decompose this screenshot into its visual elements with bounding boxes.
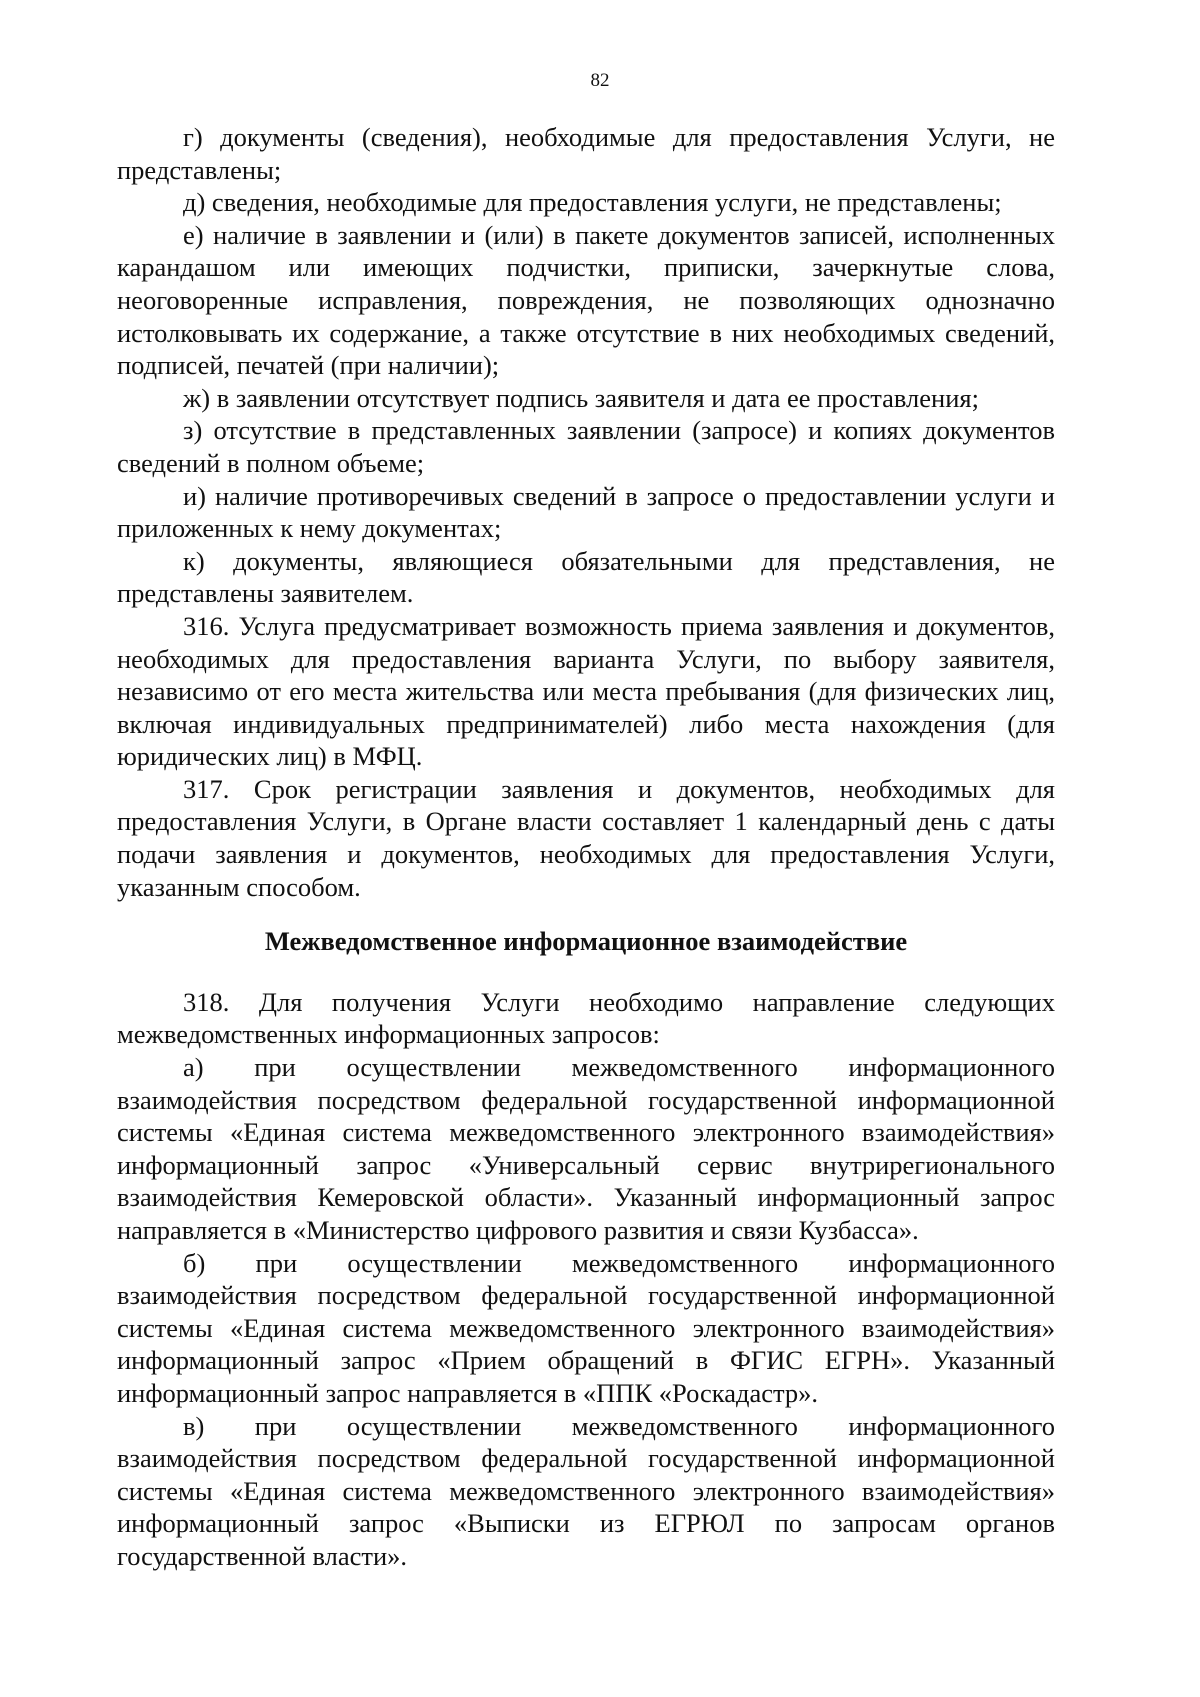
- paragraph-d: д) сведения, необходимые для предоставления услуги, не представлены;: [183, 187, 1002, 218]
- paragraph-v: в) при осуществлении межведомственного информационного взаимодействия посредством федеральной государственной информационной системы «Единая система межведомственного электронного взаимодействия» информационный запрос «Выписки из ЕГРЮЛ по запросам органов государственной власти».: [117, 1410, 1055, 1571]
- paragraph-e: е) наличие в заявлении и (или) в пакете документов записей, исполненных карандашом или имеющих подчистки, приписки, зачеркнутые слова, неоговоренные исправления, повреждения, не позволяющих однозначно истолковывать их содержание, а также отсутствие в них необходимых сведений, подписей, печатей (при наличии);: [117, 219, 1055, 381]
- paragraph-z: з) отсутствие в представленных заявлении (запросе) и копиях документов сведений в полном объеме;: [117, 415, 1055, 478]
- paragraph-i: и) наличие противоречивых сведений в запросе о предоставлении услуги и приложенных к нему документах;: [117, 480, 1055, 544]
- section-heading: Межведомственное информационное взаимодействие: [264, 926, 908, 957]
- paragraph-zh: ж) в заявлении отсутствует подпись заявителя и дата ее проставления;: [183, 382, 979, 413]
- paragraph-k: к) документы, являющиеся обязательными для представления, не представлены заявителем.: [117, 545, 1055, 609]
- paragraph-317: 317. Срок регистрации заявления и документов, необходимых для предоставления Услуги, в Органе власти составляет 1 календарный день с даты подачи заявления и документов, необходимых для предоставления Услуги, указанным способом.: [117, 773, 1055, 902]
- paragraph-g: г) документы (сведения), необходимые для предоставления Услуги, не представлены;: [117, 122, 1055, 185]
- document-body: [117, 121, 1055, 1573]
- paragraph-318: 318. Для получения Услуги необходимо направление следующих межведомственных информационных запросов:: [117, 986, 1055, 1050]
- paragraph-b: б) при осуществлении межведомственного информационного взаимодействия посредством федеральной государственной информационной системы «Единая система межведомственного электронного взаимодействия» информационный запрос «Прием обращений в ФГИС ЕГРН». Указанный информационный запрос направляется в «ППК «Роскадастр».: [117, 1247, 1055, 1408]
- paragraph-a: а) при осуществлении межведомственного информационного взаимодействия посредством федеральной государственной информационной системы «Единая система межведомственного электронного взаимодействия» информационный запрос «Универсальный сервис внутрирегионального взаимодействия Кемеровской области». Указанный информационный запрос направляется в «Министерство цифрового развития и связи Кузбасса».: [117, 1052, 1055, 1245]
- page-number: 82: [590, 70, 610, 91]
- paragraph-316: 316. Услуга предусматривает возможность приема заявления и документов, необходимых для предоставления варианта Услуги, по выбору заявителя, независимо от его места жительства или места пребывания (для физических лиц, включая индивидуальных предпринимателей) либо места нахождения (для юридических лиц) в МФЦ.: [117, 610, 1055, 772]
